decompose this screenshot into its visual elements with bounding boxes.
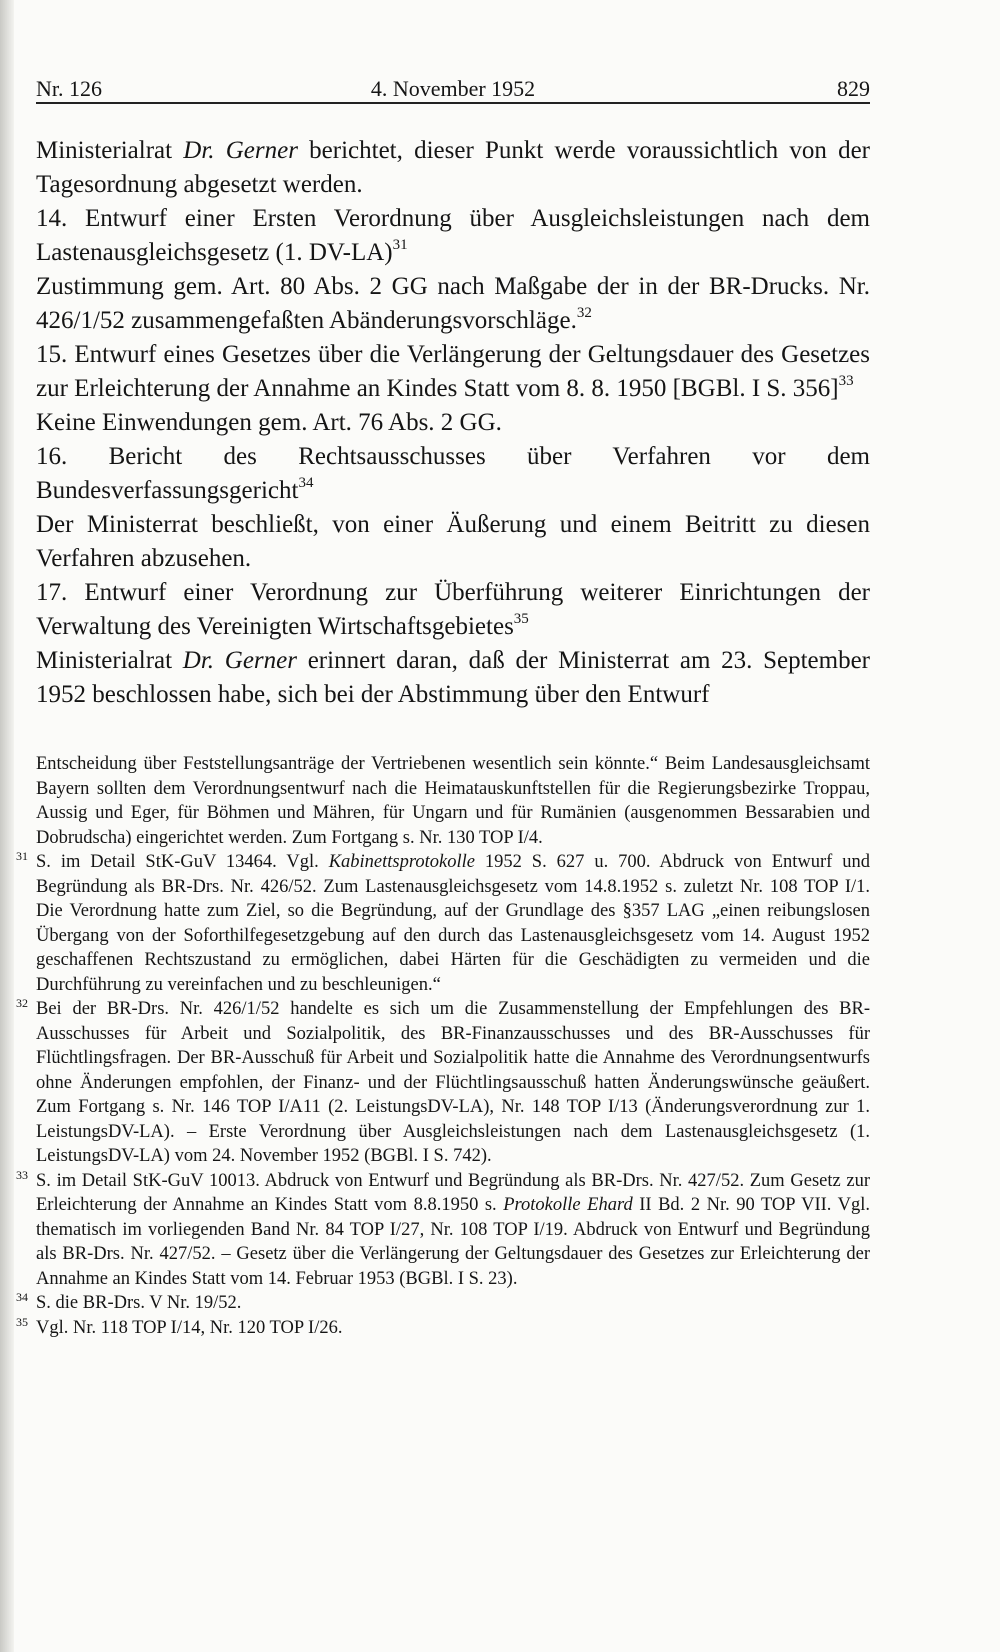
footnote-number: 32: [16, 996, 28, 1010]
agenda-item-15: 15. Entwurf eines Gesetzes über die Verlängerung der Geltungsdauer des Gesetzes zur Erleichterung der Annahme an Kindes Statt vom 8. 8. 1950 [BGBl. I S. 356]$^{33}$: [36, 341, 870, 402]
footnote-ref-32[interactable]: 32: [576, 305, 592, 322]
header-date: 4. November 1952: [370, 76, 536, 101]
footnote-number: 34: [16, 1290, 28, 1304]
document-number: Nr. 126: [36, 76, 102, 101]
footnote-number: 35: [16, 1314, 28, 1329]
agenda-item-14: 14. Entwurf einer Ersten Verordnung über Ausgleichsleistungen nach dem Lastenausgleichsgesetz (1. DV-LA)$^{31}$: [36, 205, 870, 266]
footnote-ref-34[interactable]: 34: [298, 475, 314, 492]
footnote-ref-33[interactable]: 33: [838, 373, 854, 390]
footnote-continuation: Entscheidung über Feststellungsanträge der Vertriebenen wesentlich sein könnte.“ Beim Landesausgleichsamt Bayern sollten dem Verordnungsentwurf nach die Heimatauskunftstellen für die Regierungsbezirke Troppau, Aussig und Eger, für Böhmen und Mähren, für Ungarn und für Rumänien (ausgenommen Bessarabien und Dobrudscha) eingerichtet werden. Zum Fortgang s. Nr. 130 TOP I/4.: [36, 754, 870, 848]
footnote-number: 33: [16, 1167, 28, 1182]
footnote-33: 33 S. im Detail StK-GuV 10013. Abdruck von Entwurf und Begründung als BR-Drs. Nr. 427/52. Zum Gesetz zur Erleichterung der Annahme an Kindes Statt vom 8.8.1950 s. Protokolle Ehard II Bd. 2 Nr. 90 TOP VII. Vgl. thematisch im vorliegenden Band Nr. 84 TOP I/27, Nr. 108 TOP I/19. Abdruck von Entwurf und Begründung als BR-Drs. Nr. 427/52. – Gesetz über die Verlängerung der Geltungsdauer des Gesetzes zur Erleichterung der Annahme an Kindes Statt vom 14. Februar 1953 (BGBl. I S. 23).: [16, 1167, 870, 1289]
footnote-ref-31[interactable]: 31: [392, 237, 408, 254]
paragraph-gerner-report: Ministerialrat Dr. Gerner berichtet, dieser Punkt werde voraussichtlich von der Tagesordnung abgesetzt werden.: [36, 137, 871, 198]
footnote-34: 34 S. die BR-Drs. V Nr. 19/52.: [16, 1290, 242, 1313]
footnote-number: 31: [16, 849, 28, 863]
decision-item-15: Keine Einwendungen gem. Art. 76 Abs. 2 GG.: [36, 409, 502, 436]
running-header: [36, 64, 870, 104]
agenda-item-16: 16. Bericht des Rechtsausschusses über Verfahren vor dem Bundesverfassungsgericht$^{34}$: [36, 443, 870, 504]
footnote-32: 32 Bei der BR-Drs. Nr. 426/1/52 handelte es sich um die Zusammenstellung der Empfehlungen des BR-Ausschusses für Arbeit und Sozialpolitik, des BR-Finanzausschusses und des BR-Ausschusses für Flüchtlingsfragen. Der BR-Ausschuß für Arbeit und Sozialpolitik hatte die Annahme des Verordnungsentwurfs ohne Änderungen empfohlen, der Finanz- und der Flüchtlingsausschuß hatten Änderungswünsche geäußert. Zum Fortgang s. Nr. 146 TOP I/A11 (2. LeistungsDV-LA), Nr. 148 TOP I/13 (Änderungsverordnung zur 1. LeistungsDV-LA). – Erste Verordnung über Ausgleichsleistungen nach dem Lastenausgleichsgesetz (1. LeistungsDV-LA) vom 24. November 1952 (BGBl. I S. 742).: [16, 996, 870, 1166]
paragraph-gerner-reminder: Ministerialrat Dr. Gerner erinnert daran, daß der Ministerrat am 23. September 1952 beschlossen habe, sich bei der Abstimmung über den Entwurf: [36, 647, 871, 708]
decision-item-14: Zustimmung gem. Art. 80 Abs. 2 GG nach Maßgabe der in der BR-Drucks. Nr. 426/1/52 zusammengefaßten Abänderungsvorschläge.$^{32}$: [36, 273, 870, 334]
footnote-ref-35[interactable]: 35: [513, 611, 529, 628]
document-page: [16, 64, 871, 1340]
agenda-item-17: 17. Entwurf einer Verordnung zur Überführung weiterer Einrichtungen der Verwaltung des Vereinigten Wirtschaftsgebietes$^{35}$: [36, 579, 870, 640]
main-text: [36, 134, 870, 712]
page-edge-shadow: [0, 0, 14, 1652]
footnotes: [16, 849, 871, 1340]
page-number: 829: [837, 76, 870, 101]
speaker-name: Dr. Gerner: [183, 137, 298, 164]
footnote-31: 31 S. im Detail StK-GuV 13464. Vgl. Kabinettsprotokolle 1952 S. 627 u. 700. Abdruck von Entwurf und Begründung als BR-Drs. Nr. 426/52. Zum Lastenausgleichsgesetz vom 14.8.1952 s. zuletzt Nr. 108 TOP I/1. Die Verordnung hatte zum Ziel, so die Begründung, auf der Grundlage des §357 LAG „einen reibungslosen Übergang von der Soforthilfegesetzgebung auf den durch das Lastenausgleichsgesetz vom 14. August 1952 geschaffenen Rechtszustand zu ermöglichen, dabei Härten für die Geschädigten zu vermeiden und die Durchführung zu vereinfachen und zu beschleunigen.“: [16, 849, 871, 995]
speaker-name: Dr. Gerner: [182, 647, 297, 674]
footnote-35: 35 Vgl. Nr. 118 TOP I/14, Nr. 120 TOP I/26.: [16, 1314, 343, 1338]
decision-item-16: Der Ministerrat beschließt, von einer Äußerung und einem Beitritt zu diesen Verfahren abzusehen.: [36, 511, 870, 572]
